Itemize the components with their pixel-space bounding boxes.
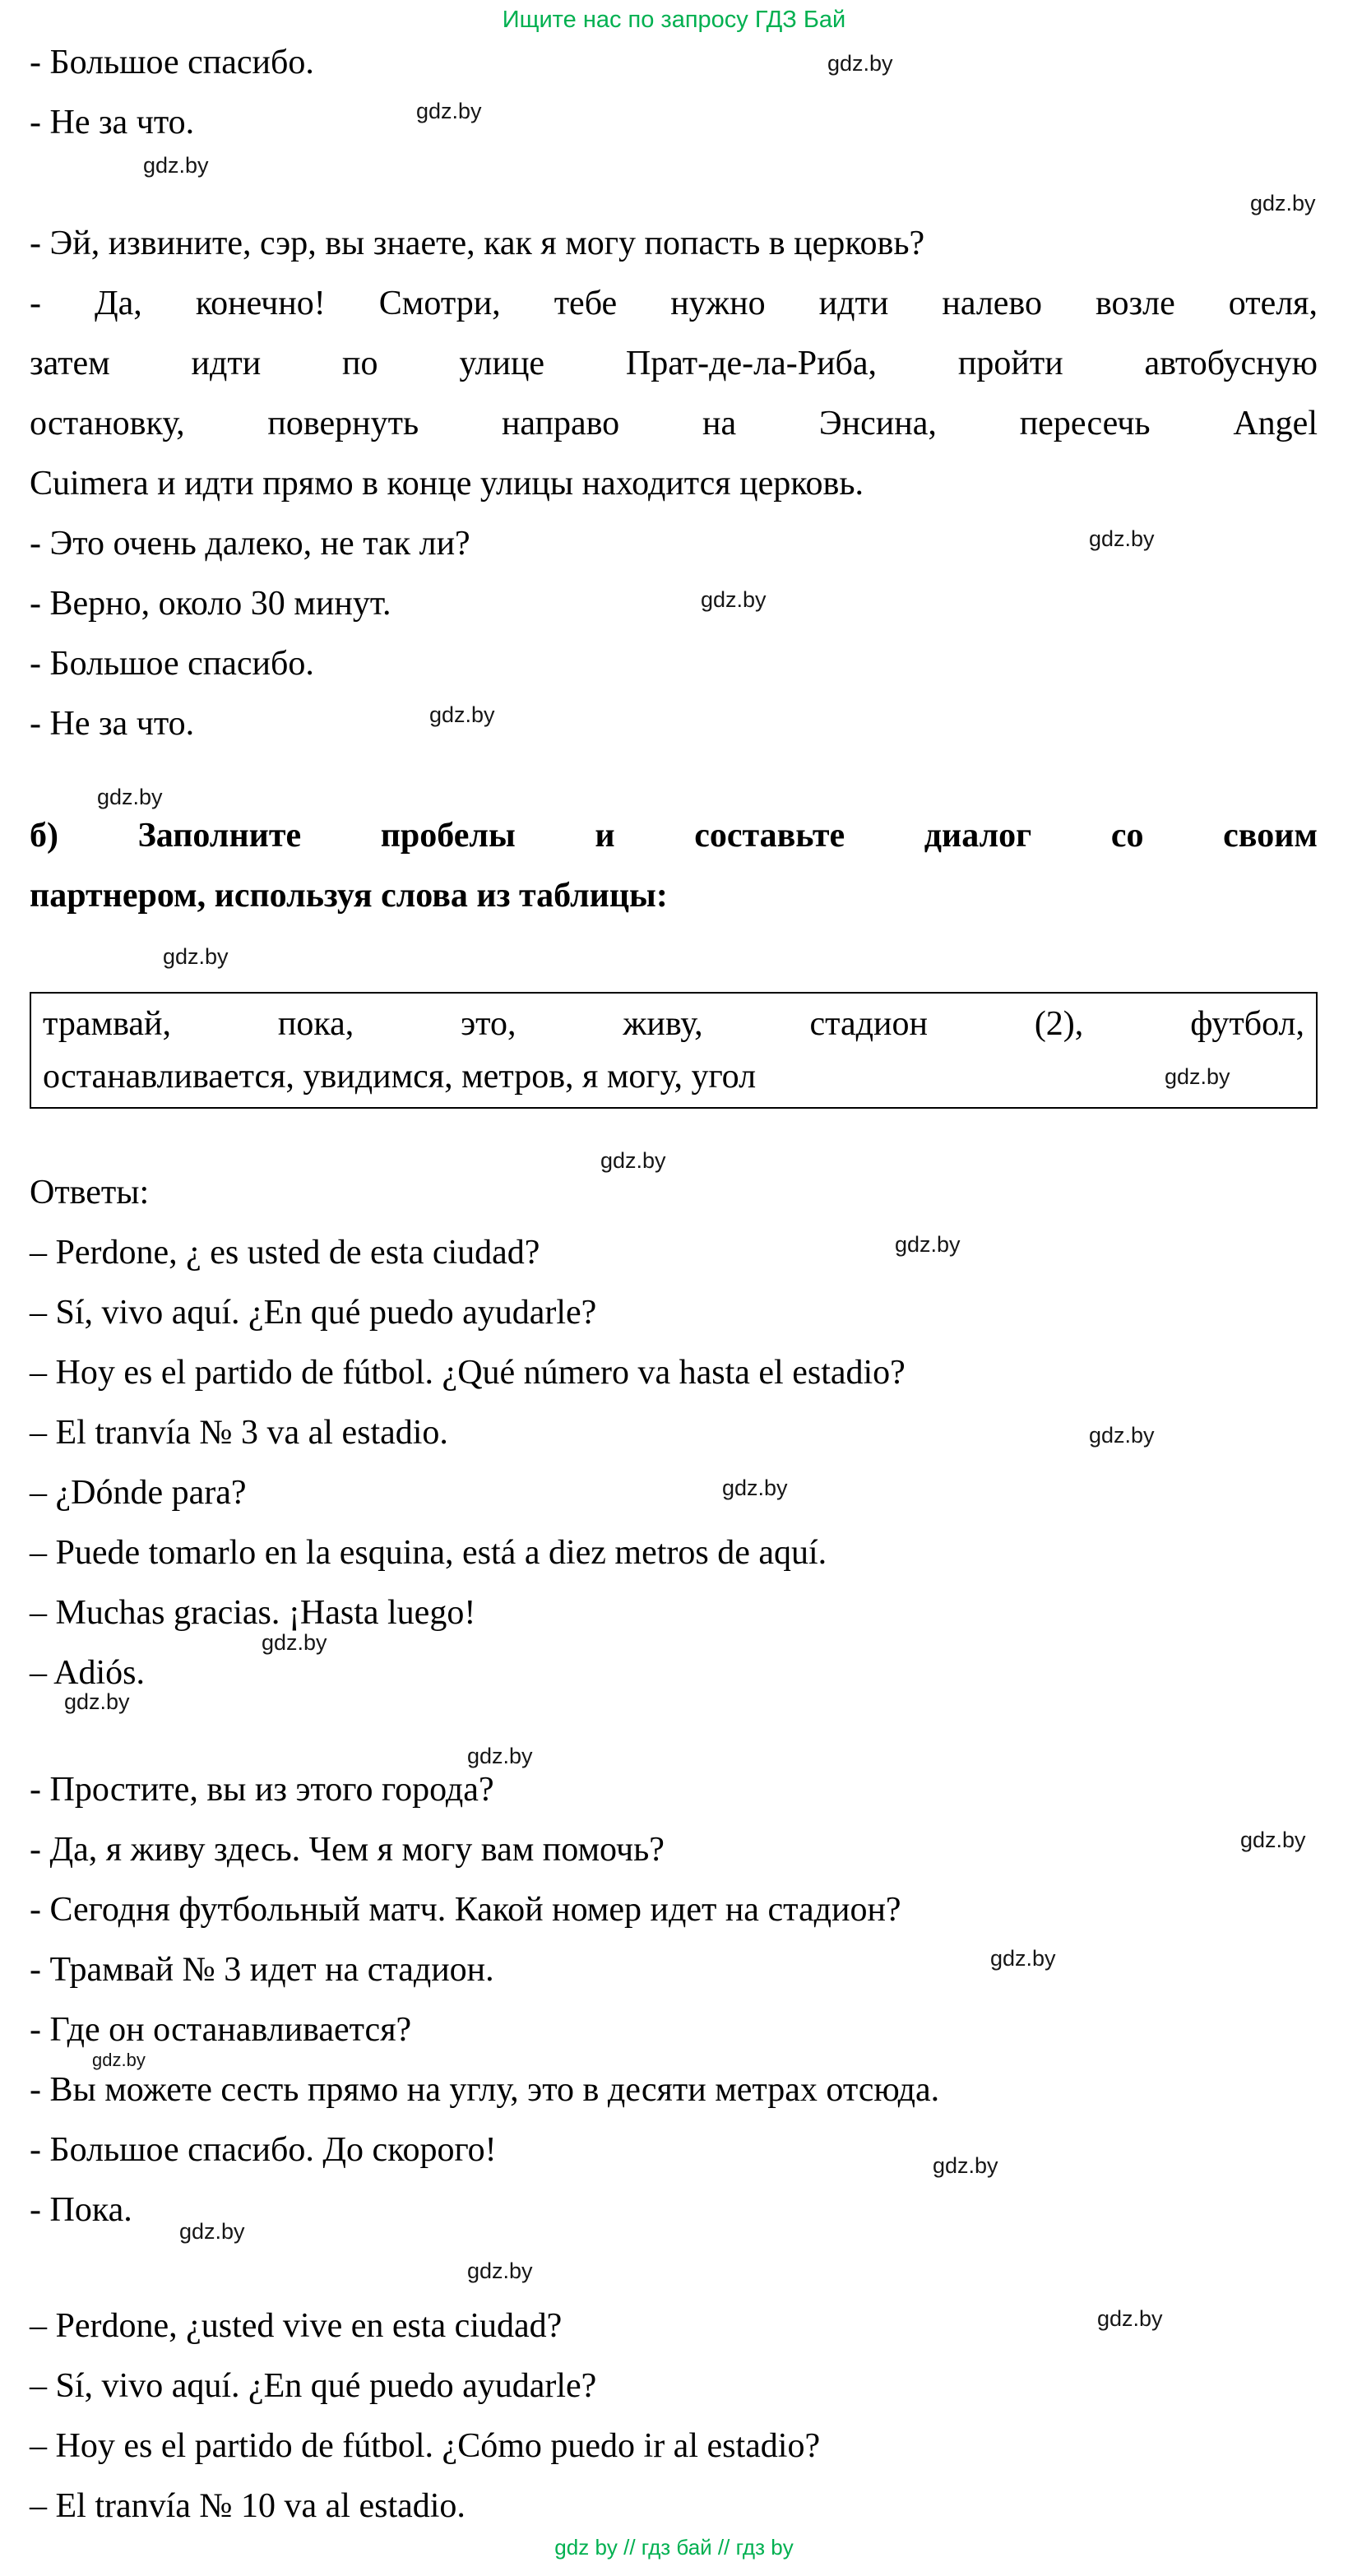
answer-line: – Muchas gracias. ¡Hasta luego! <box>30 1594 476 1632</box>
word-box <box>30 992 1318 1109</box>
answers-label-row <box>30 1163 1318 1223</box>
answer-line: – El tranvía № 3 va al estadio. <box>30 1414 448 1452</box>
dialog-line: затем идти по улице Прат-де-ла-Риба, пройти автобусную <box>30 345 1318 382</box>
watermark: gdz.by <box>722 1476 788 1500</box>
answer-line: – Adiós. <box>30 1654 146 1692</box>
word-box-line: останавливается, увидимся, метров, я могу, угол <box>43 1058 757 1096</box>
dialog-line: - Это очень далеко, не так ли? <box>30 525 470 563</box>
watermark: gdz.by <box>990 1946 1056 1971</box>
answer-line: – Hoy es el partido de fútbol. ¿Qué número va hasta el estadio? <box>30 1354 906 1392</box>
watermark: gdz.by <box>600 1148 666 1173</box>
watermark: gdz.by <box>1240 1828 1306 1852</box>
watermark: gdz.by <box>92 2050 146 2070</box>
answer-line: – Puede tomarlo en la esquina, está a diez metros de aquí. <box>30 1534 827 1572</box>
watermark: gdz.by <box>1165 1064 1230 1089</box>
watermark: gdz.by <box>143 153 209 178</box>
watermark: gdz.by <box>1089 1423 1155 1448</box>
dialog-line: - Верно, около 30 минут. <box>30 585 391 623</box>
answer-line: - Большое спасибо. До скорого! <box>30 2131 497 2169</box>
watermark: gdz.by <box>1250 191 1316 215</box>
answer-line: - Вы можете сесть прямо на углу, это в десяти метрах отсюда. <box>30 2071 940 2109</box>
heading-line: партнером, используя слова из таблицы: <box>30 877 668 915</box>
watermark: gdz.by <box>97 785 163 809</box>
russian-translation <box>30 1760 1318 2240</box>
answer-line: - Где он останавливается? <box>30 2011 412 2049</box>
dialog-church <box>30 214 1318 754</box>
watermark: gdz.by <box>467 1744 533 1768</box>
spanish-dialog-2 <box>30 2296 1318 2537</box>
answer-line: - Пока. <box>30 2191 132 2229</box>
dialog-line: - Большое спасибо. <box>30 645 314 683</box>
answer-line: – Sí, vivo aquí. ¿En qué puedo ayudarle? <box>30 1294 597 1332</box>
watermark: gdz.by <box>1097 2306 1163 2331</box>
answer-line: - Да, я живу здесь. Чем я могу вам помочь? <box>30 1831 665 1869</box>
watermark: gdz.by <box>895 1232 961 1257</box>
watermark: gdz.by <box>467 2259 533 2283</box>
dialog-line: - Да, конечно! Смотри, тебе нужно идти налево возле отеля, <box>30 285 1318 322</box>
answer-line: – ¿Dónde para? <box>30 1474 247 1512</box>
promo-banner-top: Ищите нас по запросу ГДЗ Бай <box>502 7 846 33</box>
dialog-line: Cuimera и идти прямо в конце улицы находится церковь. <box>30 465 864 503</box>
watermark: gdz.by <box>1089 526 1155 551</box>
spanish-dialog-1 <box>30 1223 1318 1703</box>
watermark: gdz.by <box>416 99 482 123</box>
dialog-line: - Не за что. <box>30 104 195 141</box>
watermark: gdz.by <box>429 702 495 727</box>
watermark: gdz.by <box>933 2153 998 2178</box>
answers-label: Ответы: <box>30 1174 150 1212</box>
dialog-line: - Эй, извините, сэр, вы знаете, как я могу попасть в церковь? <box>30 225 925 262</box>
dialog-line: - Не за что. <box>30 705 195 743</box>
dialog-intro <box>30 33 1318 153</box>
answer-line: – Sí, vivo aquí. ¿En qué puedo ayudarle? <box>30 2367 597 2405</box>
answer-line: – Perdone, ¿ es usted de esta ciudad? <box>30 1234 540 1272</box>
watermark: gdz.by <box>262 1630 327 1655</box>
watermark: gdz.by <box>179 2219 245 2244</box>
answer-line: – Hoy es el partido de fútbol. ¿Cómo puedo ir al estadio? <box>30 2427 821 2465</box>
watermark: gdz.by <box>163 944 229 969</box>
heading-line: б) Заполните пробелы и составьте диалог со своим <box>30 817 1318 855</box>
word-box-line: трамвай, пока, это, живу, стадион (2), футбол, <box>43 1005 1304 1043</box>
promo-banner-bottom: gdz by // гдз бай // гдз by <box>554 2535 794 2560</box>
answer-line: - Трамвай № 3 идет на стадион. <box>30 1951 494 1989</box>
dialog-line: остановку, повернуть направо на Энсина, пересечь Angel <box>30 405 1318 442</box>
answer-line: – Perdone, ¿usted vive en esta ciudad? <box>30 2307 563 2345</box>
dialog-line: - Большое спасибо. <box>30 44 314 81</box>
answer-line: - Сегодня футбольный матч. Какой номер идет на стадион? <box>30 1891 901 1929</box>
watermark: gdz.by <box>64 1689 130 1714</box>
answer-line: - Простите, вы из этого города? <box>30 1771 494 1809</box>
task-b-heading <box>30 806 1318 926</box>
watermark: gdz.by <box>827 51 893 76</box>
watermark: gdz.by <box>701 587 767 612</box>
answer-line: – El tranvía № 10 va al estadio. <box>30 2487 466 2525</box>
